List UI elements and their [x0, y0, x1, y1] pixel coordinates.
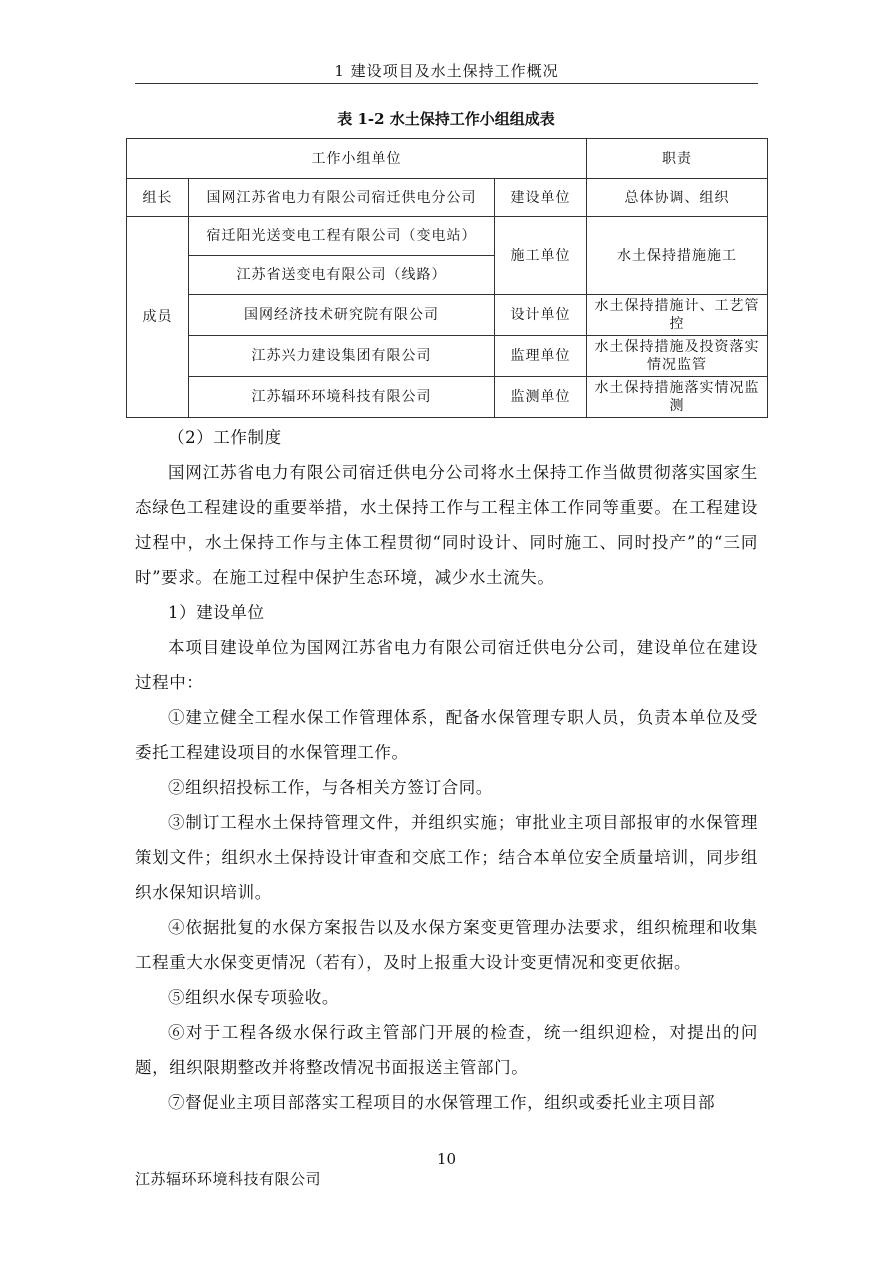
list-item: ⑥对于工程各级水保行政主管部门开展的检查，统一组织迎检，对提出的问题，组织限期整改并将整改情况书面报送主管部门。 — [135, 1023, 758, 1077]
list-item: ②组织招投标工作，与各相关方签订合同。 — [168, 778, 493, 797]
table-row — [127, 179, 768, 217]
paragraph: 国网江苏省电力有限公司宿迁供电分公司将水土保持工作当做贯彻落实国家生态绿色工程建设的重要举措，水土保持工作与工程主体工作同等重要。在工程建设过程中，水土保持工作与主体工程贯彻“同时设计、同时施工、同时投产”的“三同时”要求。在施工过程中保护生态环境，减少水土流失。 — [135, 463, 758, 587]
subsection-heading: 1）建设单位 — [168, 603, 265, 622]
running-header: 1 建设项目及水土保持工作概况 — [334, 62, 559, 80]
cell-type: 监理单位 — [495, 336, 587, 377]
cell-type: 监测单位 — [495, 377, 587, 418]
list-item: ①建立健全工程水保工作管理体系，配备水保管理专职人员，负责本单位及受委托工程建设项目的水保管理工作。 — [135, 708, 758, 762]
table-row — [127, 139, 768, 179]
cell-org: 国网江苏省电力有限公司宿迁供电分公司 — [189, 179, 495, 217]
cell-duty: 水土保持措施落实情况监测 — [587, 377, 768, 418]
work-group-table — [126, 138, 768, 418]
table-row — [127, 377, 768, 418]
cell-duty: 水土保持措施计、工艺管控 — [587, 295, 768, 336]
header-rule — [135, 83, 758, 84]
header-cell-unit: 工作小组单位 — [127, 139, 587, 179]
cell-org: 江苏辐环环境科技有限公司 — [189, 377, 495, 418]
body-text — [135, 420, 758, 1120]
footer-company: 江苏辐环环境科技有限公司 — [135, 1170, 322, 1188]
table-row — [127, 217, 768, 256]
cell-duty: 水土保持措施及投资落实情况监管 — [587, 336, 768, 377]
list-item: ③制订工程水土保持管理文件，并组织实施；审批业主项目部报审的水保管理策划文件；组织水土保持设计审查和交底工作；结合本单位安全质量培训，同步组织水保知识培训。 — [135, 813, 758, 902]
header-cell-duty: 职责 — [587, 139, 768, 179]
cell-duty: 总体协调、组织 — [587, 179, 768, 217]
cell-type: 设计单位 — [495, 295, 587, 336]
cell-member-role: 成员 — [127, 217, 189, 418]
cell-org: 宿迁阳光送变电工程有限公司（变电站） — [189, 217, 495, 256]
cell-org: 江苏省送变电有限公司（线路） — [189, 256, 495, 295]
cell-role: 组长 — [127, 179, 189, 217]
page-number: 10 — [436, 1150, 457, 1168]
table-row — [127, 295, 768, 336]
cell-type: 施工单位 — [495, 217, 587, 295]
list-item: ⑦督促业主项目部落实工程项目的水保管理工作，组织或委托业主项目部 — [168, 1093, 716, 1112]
paragraph: 本项目建设单位为国网江苏省电力有限公司宿迁供电分公司，建设单位在建设过程中： — [135, 638, 758, 692]
cell-type: 建设单位 — [495, 179, 587, 217]
list-item: ④依据批复的水保方案报告以及水保方案变更管理办法要求，组织梳理和收集工程重大水保变更情况（若有），及时上报重大设计变更情况和变更依据。 — [135, 918, 758, 972]
table-row — [127, 336, 768, 377]
table-caption: 表 1-2 水土保持工作小组组成表 — [337, 110, 555, 128]
section-heading: （2）工作制度 — [168, 428, 282, 447]
cell-duty: 水土保持措施施工 — [587, 217, 768, 295]
cell-org: 江苏兴力建设集团有限公司 — [189, 336, 495, 377]
cell-org: 国网经济技术研究院有限公司 — [189, 295, 495, 336]
list-item: ⑤组织水保专项验收。 — [168, 988, 339, 1007]
